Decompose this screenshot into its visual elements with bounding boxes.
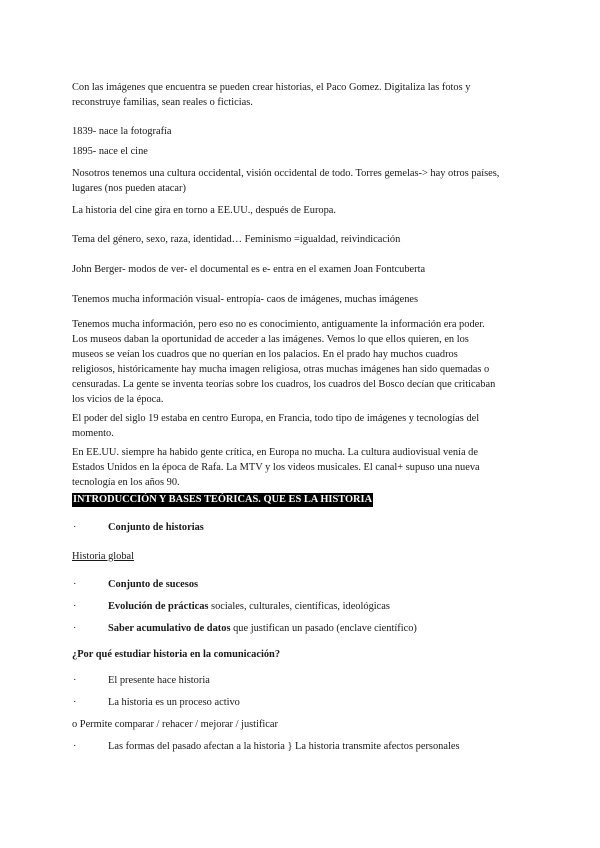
paragraph-1839: 1839- nace la fotografía <box>72 126 172 137</box>
paragraph-museos <box>72 317 532 407</box>
document-page <box>72 80 532 754</box>
bullet-mark: · <box>73 579 77 590</box>
paragraph-poder-siglo-19 <box>72 411 532 441</box>
text-line: museos se veían los cuadros que no querían en los palacios. En el prado hay muchos cuadros <box>72 349 458 360</box>
bullet-text: sociales, culturales, científicas, ideológicas <box>208 601 390 612</box>
paragraph-informacion-visual: Tenemos mucha información visual- entropía- caos de imágenes, muchas imágenes <box>72 294 419 305</box>
bullet-mark: · <box>73 697 77 708</box>
text-line: tecnología en los años 90. <box>72 477 180 488</box>
sub-list-item: o Permite comparar / rehacer / mejorar / justificar <box>72 719 278 730</box>
list-item <box>72 673 532 688</box>
paragraph-john-berger: John Berger- modos de ver- el documental es e- entra en el examen Joan Fontcuberta <box>72 264 426 275</box>
bullet-mark: · <box>73 522 77 533</box>
bullet-bold-text: Conjunto de sucesos <box>108 579 199 590</box>
paragraph-eeuu-critica <box>72 445 532 490</box>
text-line: En EE.UU. siempre ha habido gente crítica, en Europa no mucha. La cultura audiovisual venía de <box>72 447 478 458</box>
bullet-bold-text: Saber acumulativo de datos <box>108 623 231 634</box>
bullet-bold-text: Evolución de prácticas <box>108 601 209 612</box>
subheading-historia-global: Historia global <box>72 551 135 562</box>
list-item <box>72 520 532 535</box>
paragraph-paco-gomez <box>72 80 532 110</box>
bullet-mark: · <box>73 675 77 686</box>
list-item <box>72 695 532 710</box>
bullet-text: El presente hace historia <box>108 675 210 686</box>
bullet-mark: · <box>73 741 77 752</box>
text-line: Con las imágenes que encuentra se pueden crear historias, el Paco Gomez. Digitaliza las fotos y <box>72 82 471 93</box>
text-line: religiosos, históricamente hay mucha imagen religiosa, otras muchas imágenes han sido quemadas o <box>72 364 490 375</box>
list-item <box>72 599 532 614</box>
bullet-text: La historia es un proceso activo <box>108 697 240 708</box>
text-line: censuradas. La gente se inventa teorías sobre los cuadros, los cuadros del Bosco decían que criticaban <box>72 379 496 390</box>
text-line: Estados Unidos en la época de Rafa. La MTV y los videos musicales. El canal+ supuso una nueva <box>72 462 480 473</box>
text-line: los vicios de la época. <box>72 394 164 405</box>
text-line: Los museos daban la oportunidad de acceder a las imágenes. Vemos lo que ellos quieren, en los <box>72 334 469 345</box>
bullet-text: Las formas del pasado afectan a la historia } La historia transmite afectos personales <box>108 741 460 752</box>
text-line: momento. <box>72 428 114 439</box>
bullet-text: que justifican un pasado (enclave científico) <box>230 623 417 634</box>
bullet-mark: · <box>73 623 77 634</box>
text-line: Tenemos mucha información, pero eso no es conocimiento, antiguamente la información era poder. <box>72 319 485 330</box>
text-line: Nosotros tenemos una cultura occidental, visión occidental de todo. Torres gemelas-> hay otros países, <box>72 168 500 179</box>
paragraph-historia-cine: La historia del cine gira en torno a EE.UU., después de Europa. <box>72 205 337 216</box>
text-line: reconstruye familias, sean reales o ficticias. <box>72 97 253 108</box>
text-line: El poder del siglo 19 estaba en centro Europa, en Francia, todo tipo de imágenes y tecnologías del <box>72 413 480 424</box>
list-item <box>72 739 532 754</box>
list-item <box>72 577 532 592</box>
bullet-bold-text: Conjunto de historias <box>108 522 204 533</box>
paragraph-genero: Tema del género, sexo, raza, identidad… Feminismo =igualdad, reivindicación <box>72 234 401 245</box>
section-heading: INTRODUCCIÓN Y BASES TEÓRICAS. QUE ES LA HISTORIA <box>73 494 373 505</box>
bullet-mark: · <box>73 601 77 612</box>
paragraph-cultura-occidental <box>72 166 532 196</box>
section-heading-row <box>72 492 532 507</box>
question-heading: ¿Por qué estudiar historia en la comunicación? <box>72 649 281 660</box>
text-line: lugares (nos pueden atacar) <box>72 183 186 194</box>
list-item <box>72 621 532 636</box>
paragraph-1895: 1895- nace el cine <box>72 146 148 157</box>
